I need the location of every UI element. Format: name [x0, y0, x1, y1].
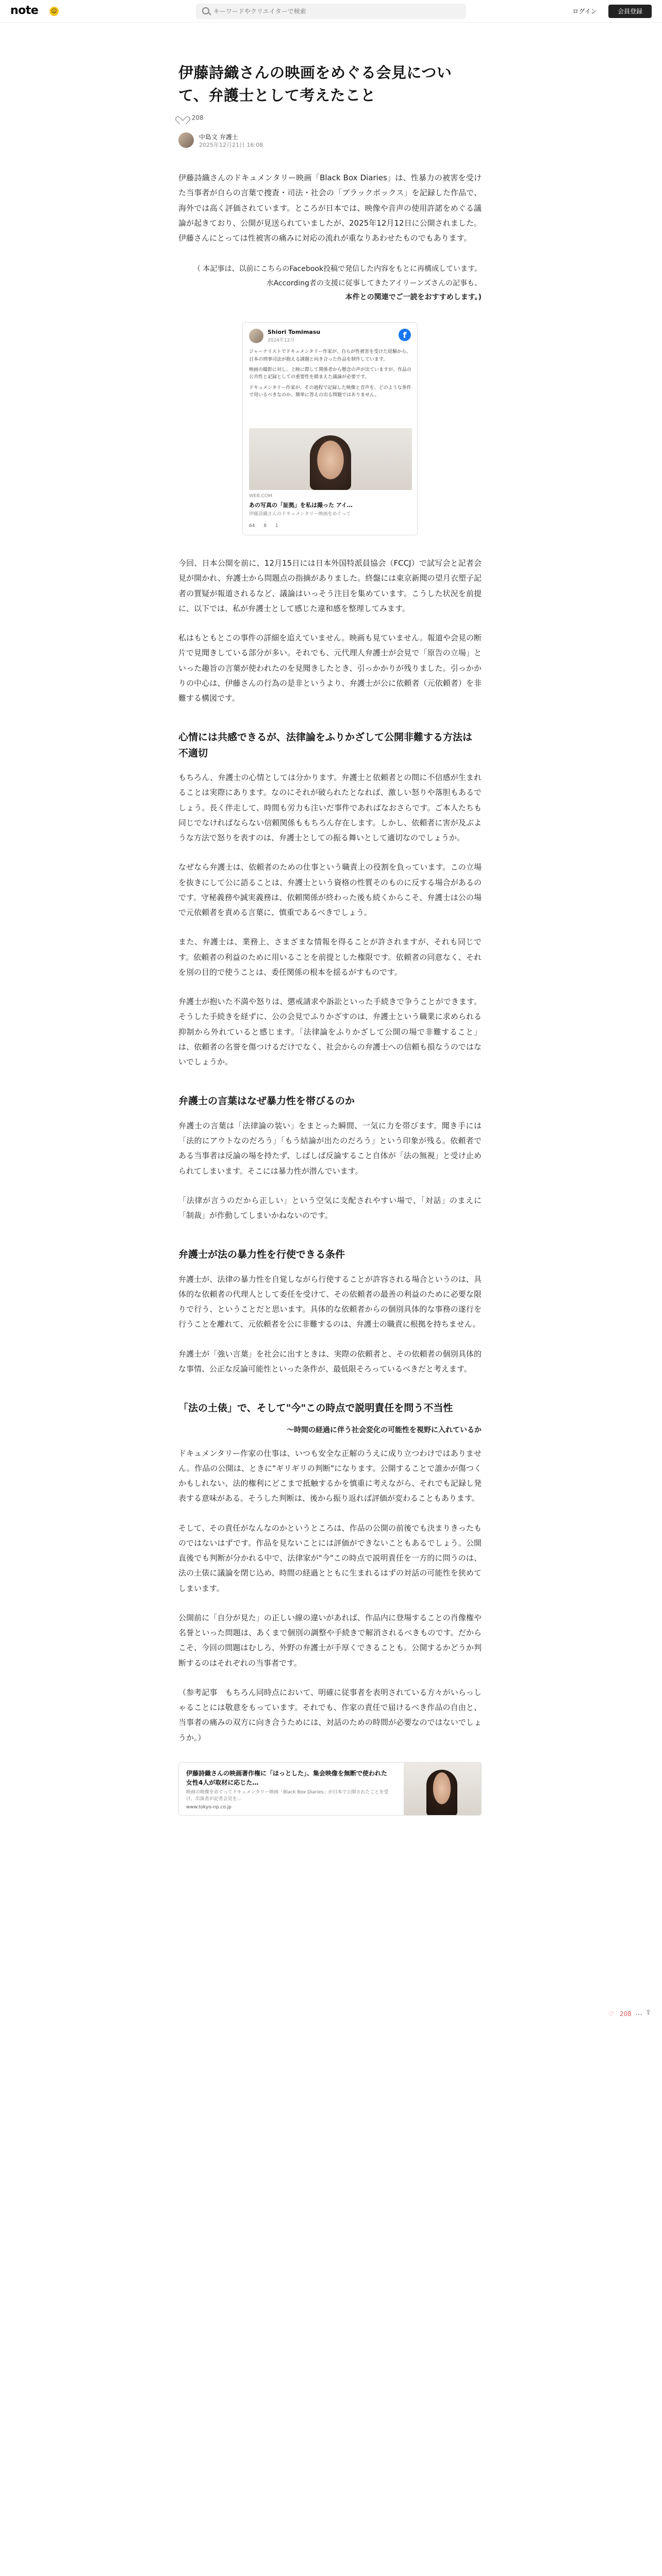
fb-like-count[interactable]: 64 — [249, 523, 255, 529]
facebook-icon: f — [399, 329, 411, 341]
fb-post-text — [249, 348, 412, 399]
more-icon[interactable]: … — [635, 2009, 642, 2017]
like-count: 208 — [191, 114, 204, 122]
fb-reactions — [249, 523, 286, 529]
fb-date: 2024年12月 — [268, 338, 295, 344]
paragraph-7: 弁護士が抱いた不満や怒りは、懲戒請求や訴訟といった手続きで争うことができます。そうした手続きを経ずに、公の会見でふりかざすのは、弁護士という職業に求められる抑制から外れていると感じます。「法律論をふりかざして公開の場で非難すること」は、依頼者の名誉を傷つけるだけでなく、社会からの弁護士への信頼も損なうのではないでしょうか。 — [178, 997, 482, 1067]
paragraph-13: そして、その責任がなんなのかというところは、作品の公開の前後でも決まりきったものではないはずです。作品を見ないことには評価ができないこともあるでしょう。公開直後でも判断が分かれる中で、法律家が"今"この時点で説明責任を一方的に問うのは、法の土俵に議論を閉じ込め、時間の経過とともに生まれるはずの対話の可能性を狭めてしまいます。 — [178, 1523, 482, 1593]
author-row[interactable] — [178, 131, 482, 150]
fb-para-2: 映画の撮影に対し、上映に際して関係者から懸念の声が出ていますが、作品の公共性と記録としての重要性を踏まえた議論が必要です。 — [249, 367, 412, 380]
note-block — [178, 262, 482, 304]
smile-icon: ☺ — [49, 7, 59, 16]
search-icon — [202, 7, 209, 14]
paragraph-15: （参考記事 もちろん同時点において、明確に従事者を表明されている方々がいらっしゃることには敬意をもっています。それでも、作家の責任で届けるべき作品の自由と、当事者の痛みの双方に向き合うためには、対話のための時間が必要なのではないでしょうか。） — [178, 1687, 482, 1742]
link-card-thumbnail — [404, 1762, 481, 1816]
paragraph-10: 弁護士が、法律の暴力性を自覚しながら行使することが許容される場合というのは、具体的な依頼者の代理人として委任を受けて、その依頼者の最善の利益のために必要な限りで行う、ということだと思います。具体的な依頼者からの個別具体的な事務の遂行を行うことを離れて、元依頼者を公に非難するのは、弁護士の職責に根拠を持ちません。 — [178, 1274, 482, 1329]
article-title: 伊藤詩織さんの映画をめぐる会見について、弁護士として考えたこと — [178, 64, 452, 104]
link-card-url: www.tokyo-np.co.jp — [186, 1804, 231, 1810]
portrait-image — [310, 435, 351, 490]
fb-comment-count[interactable]: 8 — [263, 523, 267, 529]
avatar[interactable] — [178, 132, 194, 148]
fb-photo[interactable] — [249, 428, 412, 490]
search-box[interactable] — [196, 4, 466, 19]
register-button[interactable]: 会員登録 — [608, 5, 652, 18]
login-button[interactable]: ログイン — [572, 8, 597, 15]
paragraph-12: ドキュメンタリー作家の仕事は、いつも安全な正解のうえに成り立つわけではありません。作品の公開は、ときに"ギリギリの判断"になります。公開することで誰かが傷つくかもしれない、法的権利にどこまで抵触するかを慎重に考えながら、それでも記録し発表する意味がある。そうした判断は、後から振り返れば評価が変わることもあります。 — [178, 1448, 482, 1503]
publish-date: 2025年12月21日 16:08 — [199, 142, 263, 148]
paragraph-2: 今回、日本公開を前に、12月15日には日本外国特派員協会（FCCJ）で試写会と記者会見が開かれ、弁護士から問題点の指摘がありました。終盤には東京新聞の望月衣塑子記者の質疑が報道されるなど、議論はいっそう注目を集めています。こうした状況を前提に、以下では、私が弁護士として感じた違和感を整理してみます。 — [178, 558, 482, 613]
share-icon[interactable]: ⇪ — [646, 2009, 651, 2016]
note-logo[interactable]: note — [10, 4, 39, 17]
side-like-count: 208 — [620, 2010, 632, 2018]
paragraph-4: もちろん、弁護士の心情としては分かります。弁護士と依頼者との間に不信感が生まれることは実際にあります。なのにそれが破られたとなれば、激しい怒りや落胆もあるでしょう。長く伴走して、時間も労力も注いだ事件であればなおさらです。ご本人たちも同じでなければならない信頼関係ももちろん存在します。しかし、依頼者に害が及ぶような方法で怒りを表すのは、弁護士としての振る舞いとして適切なのでしょうか。 — [178, 773, 482, 843]
fb-author-name[interactable]: Shiori Tomimasu — [268, 329, 321, 336]
heart-icon[interactable] — [178, 114, 187, 122]
link-card-title[interactable]: 伊藤詩織さんの映画著作権に「ほっとした」、集会映像を無断で使われた女性4人が取材に応じた… — [186, 1769, 388, 1786]
side-actions — [608, 2008, 655, 2021]
section-heading-4: 「法の土俵」で、そして"今"この時点で説明責任を問う不当性 — [178, 1402, 453, 1414]
section-subheading: 〜時間の経過に伴う社会変化の可能性を視野に入れているか — [287, 1426, 482, 1434]
fb-avatar — [249, 329, 263, 343]
link-card[interactable] — [178, 1762, 482, 1816]
paragraph-6: また、弁護士は、業務上、さまざまな情報を得ることが許されますが、それも同じです。依頼者の利益のために用いることを前提とした権限です。依頼者の同意なく、それを別の目的で使うことは、委任関係の根本を揺るがすものです。 — [178, 937, 482, 977]
section-heading-1: 心情には共感できるが、法律論をふりかざして公開非難する方法は不適切 — [178, 732, 473, 759]
thumbnail-portrait — [426, 1770, 457, 1816]
fb-para-3: ドキュメンタリー作家が、その過程で記録した映像と音声を、どのような条件で用いるべきなのか。簡単に答えの出る問題ではありません。 — [249, 385, 411, 398]
paragraph-14: 公開前に「自分が見た」の正しい線の違いがあれば、作品内に登場することの肖像権や名誉といった問題は、あくまで個別の調整や手続きで解消されるべきものです。だからこそ、今回の問題はむしろ、外野の弁護士が手厚くできることも。公開するかどうか判断するのはそれぞれの当事者です。 — [178, 1613, 482, 1668]
note-line-3: 本件との関連でご一読をおすすめします。) — [345, 293, 482, 301]
fb-link-desc: 伊藤詩織さんのドキュメンタリー映画をめぐって — [249, 512, 351, 517]
fb-link-source: WEB.COM — [249, 494, 272, 499]
section-heading-2: 弁護士の言葉はなぜ暴力性を帯びるのか — [178, 1095, 355, 1107]
intro-paragraph: 伊藤詩織さんのドキュメンタリー映画「Black Box Diaries」は、性暴力の被害を受けた当事者が自らの言葉で捜査・司法・社会の「ブラックボックス」を記録した作品で、海外では高く評価されています。ところが日本では、映像や音声の使用許諾をめぐる議論が起きており、公開が見送られていましたが、2025年12月12日に公開されました。伊藤さんにとっては性被害の痛みに対応の流れが重なりあわせたものでもあります。 — [178, 173, 482, 243]
likes-row — [178, 114, 482, 125]
side-heart-icon[interactable]: ♡ — [608, 2010, 614, 2018]
article — [178, 62, 482, 1816]
author-name[interactable]: 中島文 弁護士 — [199, 133, 238, 141]
paragraph-9: 「法律が言うのだから正しい」という空気に支配されやすい場で、「対話」のまえに「制裁」が作動してしまいかねないのです。 — [178, 1195, 482, 1221]
top-bar — [0, 0, 662, 23]
search-input[interactable] — [213, 4, 461, 19]
link-card-desc: 映画の映像をめぐってドキュメンタリー映画「Black Box Diaries」が日本で公開されたことを受け、出演者が記者会見を… — [186, 1789, 389, 1802]
facebook-embed[interactable] — [242, 322, 418, 535]
fb-para-1: ジャーナリストでドキュメンタリー作家が、自らが性被害を受けた経験から、日本の刑事司法が抱える課題と向き合った作品を制作しています。 — [249, 349, 411, 362]
paragraph-8: 弁護士の言葉は「法律論の装い」をまとった瞬間、一気に力を帯びます。聞き手には「法的にアウトなのだろう」「もう結論が出たのだろう」という印象が残る。依頼者である当事者は反論の場を持たず、しばしば反論すること自体が「法の無視」と受け止められてしまいます。そこには暴力性が潜んでいます。 — [178, 1121, 482, 1176]
note-line-1: （ 本記事は、以前にこちらのFacebook投稿で発信した内容をもとに再構成しています。 — [193, 265, 482, 274]
paragraph-5: なぜなら弁護士は、依頼者のための仕事という職責上の役割を負っています。この立場を抜きにして公に語ることは、弁護士という資格の性質そのものに反する場合があるのです。守秘義務や誠実義務は、依頼関係が終わった後も続くからこそ、弁護士は公の場で元依頼者を責める言葉に、慎重であるべきでしょう。 — [178, 862, 482, 918]
paragraph-3: 私はもともとこの事件の詳細を追えていません。映画も見ていません。報道や会見の断片で見聞きしている部分が多い。それでも、元代理人弁護士が会見で「原告の立場」といった趣旨の言葉が使われたのを見聞きしたとき、引っかかりが残りました。引っかかりの中心は、伊藤さんの行為の是非というより、弁護士が公に依頼者（元依頼者）を非難する構図です。 — [178, 633, 482, 703]
paragraph-11: 弁護士が「強い言葉」を社会に出すときは、実際の依頼者と、その依頼者の個別具体的な事情、公正な反論可能性といった条件が、最低限そろっているべきだと考えます。 — [178, 1349, 482, 1374]
section-heading-3: 弁護士が法の暴力性を行使できる条件 — [178, 1249, 345, 1261]
note-line-2: 水According者の支援に従事してきたアイリーンズさんの記事も、 — [266, 279, 482, 287]
fb-link-title[interactable]: あの写真の「証拠」を私は撮った アイ… — [249, 502, 353, 509]
fb-share-count[interactable]: 1 — [275, 523, 278, 529]
